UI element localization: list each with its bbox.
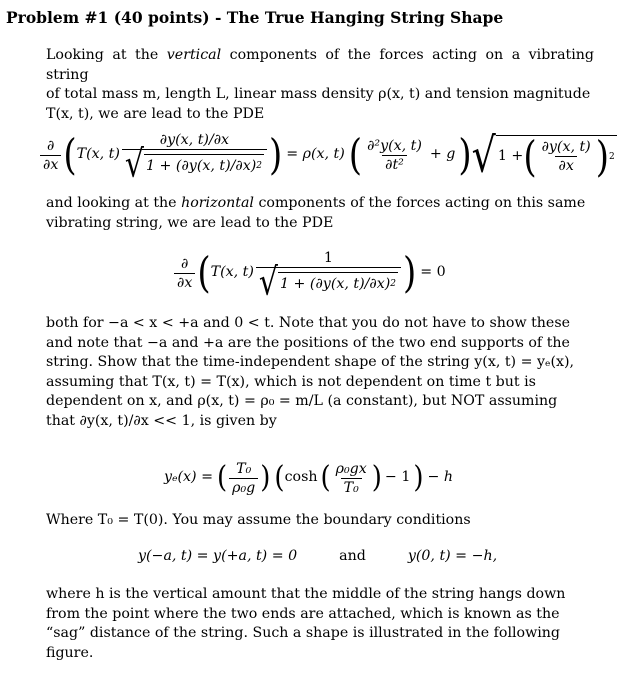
problem-title: Problem #1 (40 points) - The True Hanging String Shape — [6, 8, 504, 27]
boundary-and: and — [339, 548, 366, 565]
text-line: both for −a < x < +a and 0 < t. Note that you do not have to show these — [46, 315, 571, 331]
text-line: vibrating string, we are lead to the PDE — [46, 214, 334, 231]
paragraph-vertical-components — [46, 46, 594, 124]
t0-over-rho0g: $\frac{\text{T₀}}{\text{ρ₀g}}$ — [229, 460, 258, 497]
emphasis-horizontal: horizontal — [181, 195, 254, 211]
text-line: Where T₀ = T(0). You may assume the boundary conditions — [46, 512, 471, 528]
equation-catenary-shape: yₑ(x) = ( $\frac{\text{T₀}}{\text{ρ₀g}}$ ) ( cosh ( $\frac{\text{ρ₀gx}}{\text{T₀}}$ ) − 1 ) − h — [164, 460, 454, 496]
text-line: “sag” distance of the string. Such a shape is illustrated in the following — [46, 625, 560, 642]
arc-length-factor: √ 1 + ( $\frac{\partial y(x, t)}{\partial x}$ ) 2 — [471, 127, 615, 183]
paragraph-boundary-intro — [46, 511, 594, 531]
equation-horizontal-pde: $\frac{\partial}{\partial x}$ ( T(x, t) 1 √ 1 + (∂y(x, t)/∂x) 2 ) = 0 — [172, 244, 446, 302]
text-line: T(x, t), we are lead to the PDE — [46, 105, 265, 122]
second-derivative: $\frac{\text{∂²y(x, t)}}{\text{∂t²}}$ — [367, 137, 422, 173]
text-line: where h is the vertical amount that the middle of the string hangs down — [46, 586, 566, 602]
partial-derivative-operator: $\frac{\partial}{\partial x}$ — [174, 255, 195, 292]
text-line: assuming that T(x, t) = T(x), which is not dependent on time t but is — [46, 373, 536, 390]
tension-term: T(x, t) — [76, 146, 120, 163]
tension-term: T(x, t) — [210, 264, 254, 281]
emphasis-vertical: vertical — [166, 47, 222, 63]
paragraph-horizontal-components — [46, 194, 594, 233]
cosh-argument: $\frac{\text{ρ₀gx}}{\text{T₀}}$ — [335, 460, 367, 496]
paragraph-sag-description — [46, 585, 594, 663]
partial-derivative-operator: $\frac{\partial}{\partial x}$ — [40, 137, 61, 174]
rho-term: = ρ(x, t) — [286, 146, 345, 163]
boundary-endpoints: y(−a, t) = y(+a, t) = 0 — [138, 548, 298, 565]
equation-boundary-conditions — [138, 546, 497, 568]
text-line: and looking at the horizontal components of the forces acting on this same — [46, 195, 586, 211]
text-line: that ∂y(x, t)/∂x << 1, is given by — [46, 412, 277, 429]
text-line: dependent on x, and ρ(x, t) = ρ₀ = m/L (a constant), but NOT assuming — [46, 393, 558, 410]
inverse-sqrt-fraction: 1 √ 1 + (∂y(x, t)/∂x) 2 — [256, 249, 401, 298]
text-line: from the point where the two ends are attached, which is known as the — [46, 605, 560, 622]
cosh-function: cosh — [284, 469, 318, 486]
text-line: figure. — [46, 644, 94, 661]
slope-fraction: ∂y(x, t)/∂x √ 1 + (∂y(x, t)/∂x) 2 — [122, 131, 267, 180]
text-line: Looking at the vertical components of the forces acting on a vibrating string — [46, 47, 594, 83]
shape-lhs: yₑ(x) = — [164, 469, 213, 486]
equals-zero: = 0 — [420, 264, 446, 281]
text-line: and note that −a and +a are the positions of the two end supports of the — [46, 334, 570, 351]
boundary-midpoint: y(0, t) = −h, — [407, 548, 498, 565]
paragraph-shape-statement — [46, 314, 594, 432]
text-line: of total mass m, length L, linear mass density ρ(x, t) and tension magnitude — [46, 86, 591, 103]
text-line: string. Show that the time-independent shape of the string y(x, t) = yₑ(x), — [46, 354, 575, 371]
equation-vertical-pde: $\frac{\partial}{\partial x}$ ( T(x, t) ∂y(x, t)/∂x √ 1 + (∂y(x, t)/∂x) 2 ) = ρ(x, t) ( $\frac{\text{∂²y(x, t)}}{\text{∂t²}}$ + g ) √ 1 + ( $\frac{\partial y(x, t)}{\partial x}$ ) 2 — [38, 126, 617, 184]
